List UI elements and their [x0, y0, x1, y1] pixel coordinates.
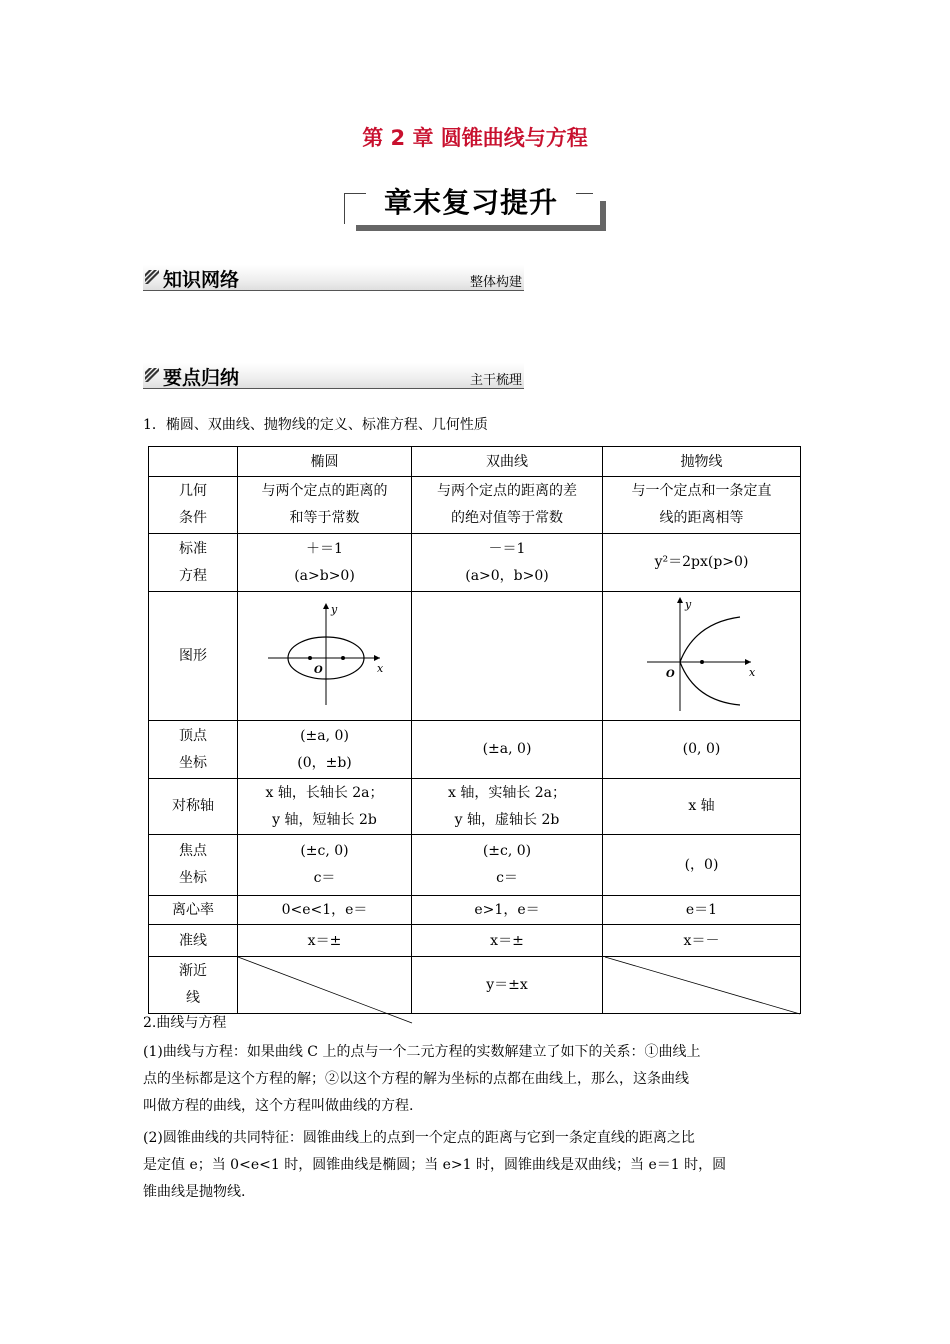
section-subtitle: 整体构建: [469, 275, 522, 290]
table-cell: (±c, 0) c＝: [238, 835, 412, 896]
table-cell: x＝±: [412, 925, 603, 957]
table-cell: [412, 592, 603, 721]
row-label: 图形: [149, 592, 238, 721]
stripe-icon: [145, 270, 159, 284]
section-header-key-points: [143, 363, 524, 389]
row-label: 顶点 坐标: [149, 721, 238, 779]
table-cell-empty: [603, 957, 801, 1014]
table-cell: y²＝2px(p>0): [603, 534, 801, 592]
table-cell: (0, 0): [603, 721, 801, 779]
x-axis-label: x: [376, 662, 383, 675]
origin-label: O: [313, 665, 323, 676]
section-title: 要点归纳: [163, 367, 240, 389]
table-row: [149, 721, 801, 779]
section-banner: [344, 181, 606, 231]
table-cell: x 轴，长轴长 2a； y 轴，短轴长 2b: [238, 779, 412, 835]
table-cell: x 轴: [603, 779, 801, 835]
table-cell: x 轴，实轴长 2a； y 轴，虚轴长 2b: [412, 779, 603, 835]
table-cell: 与两个定点的距离的差 的绝对值等于常数: [412, 477, 603, 534]
table-row: [149, 896, 801, 925]
table-header-cell: 椭圆: [238, 447, 412, 477]
table-row: [149, 534, 801, 592]
conic-properties-table: [148, 446, 801, 1014]
item2-paragraph-2: (2)圆锥曲线的共同特征：圆锥曲线上的点到一个定点的距离与它到一条定直线的距离之比 是定值 e；当 0<e<1 时，圆锥曲线是椭圆；当 e>1 时，圆锥曲线是双曲线；当 e＝1 时，圆 锥曲线是抛物线.: [143, 1130, 727, 1200]
table-cell: e＝1: [603, 896, 801, 925]
table-header-row: [149, 447, 801, 477]
table-cell: 与一个定点和一条定直 线的距离相等: [603, 477, 801, 534]
parabola-graph-cell: [603, 592, 801, 721]
table-cell: x＝±: [238, 925, 412, 957]
banner-title: 章末复习提升: [366, 181, 576, 221]
ellipse-graph: [240, 593, 410, 719]
table-header-cell: 抛物线: [603, 447, 801, 477]
table-cell-empty: [238, 957, 412, 1014]
ellipse-graph-cell: [238, 592, 412, 721]
table-row: [149, 779, 801, 835]
row-label: 离心率: [149, 896, 238, 925]
table-cell: (±a, 0) (0，±b): [238, 721, 412, 779]
table-row: [149, 477, 801, 534]
table-header-cell: 双曲线: [412, 447, 603, 477]
chapter-title: 第 2 章 圆锥曲线与方程: [362, 126, 588, 150]
table-row: [149, 835, 801, 896]
table-row: [149, 957, 801, 1014]
row-label: 对称轴: [149, 779, 238, 835]
section-header-knowledge-network: [143, 265, 524, 291]
table-cell: (±a, 0): [412, 721, 603, 779]
origin-label: O: [665, 669, 675, 680]
table-header-cell: [149, 447, 238, 477]
y-axis-label: y: [330, 603, 337, 616]
table-cell: e>1，e＝: [412, 896, 603, 925]
row-label: 几何 条件: [149, 477, 238, 534]
table-cell: 与两个定点的距离的 和等于常数: [238, 477, 412, 534]
item1-heading: 1．椭圆、双曲线、抛物线的定义、标准方程、几何性质: [143, 417, 488, 433]
row-label: 焦点 坐标: [149, 835, 238, 896]
item2-paragraph-1: (1)曲线与方程：如果曲线 C 上的点与一个二元方程的实数解建立了如下的关系：①曲线上 点的坐标都是这个方程的解；②以这个方程的解为坐标的点都在曲线上，那么，这条曲线 叫做方程的曲线，这个方程叫做曲线的方程.: [143, 1044, 701, 1114]
row-label: 渐近 线: [149, 957, 238, 1014]
table-cell: (，0): [603, 835, 801, 896]
x-axis-label: x: [748, 666, 755, 679]
row-label: 准线: [149, 925, 238, 957]
stripe-icon: [145, 368, 159, 382]
table-cell: y＝±x: [412, 957, 603, 1014]
row-label: 标准 方程: [149, 534, 238, 592]
table-cell: (±c, 0) c＝: [412, 835, 603, 896]
section-subtitle: 主干梳理: [469, 373, 522, 388]
table-row: [149, 592, 801, 721]
section-title: 知识网络: [163, 269, 240, 291]
table-cell: －＝1 (a>0，b>0): [412, 534, 603, 592]
table-cell: x＝－: [603, 925, 801, 957]
table-cell: ＋＝1 (a>b>0): [238, 534, 412, 592]
parabola-graph: [605, 593, 799, 719]
item2-heading: 2.曲线与方程: [143, 1015, 227, 1031]
table-row: [149, 925, 801, 957]
y-axis-label: y: [684, 598, 691, 611]
table-cell: 0<e<1，e＝: [238, 896, 412, 925]
